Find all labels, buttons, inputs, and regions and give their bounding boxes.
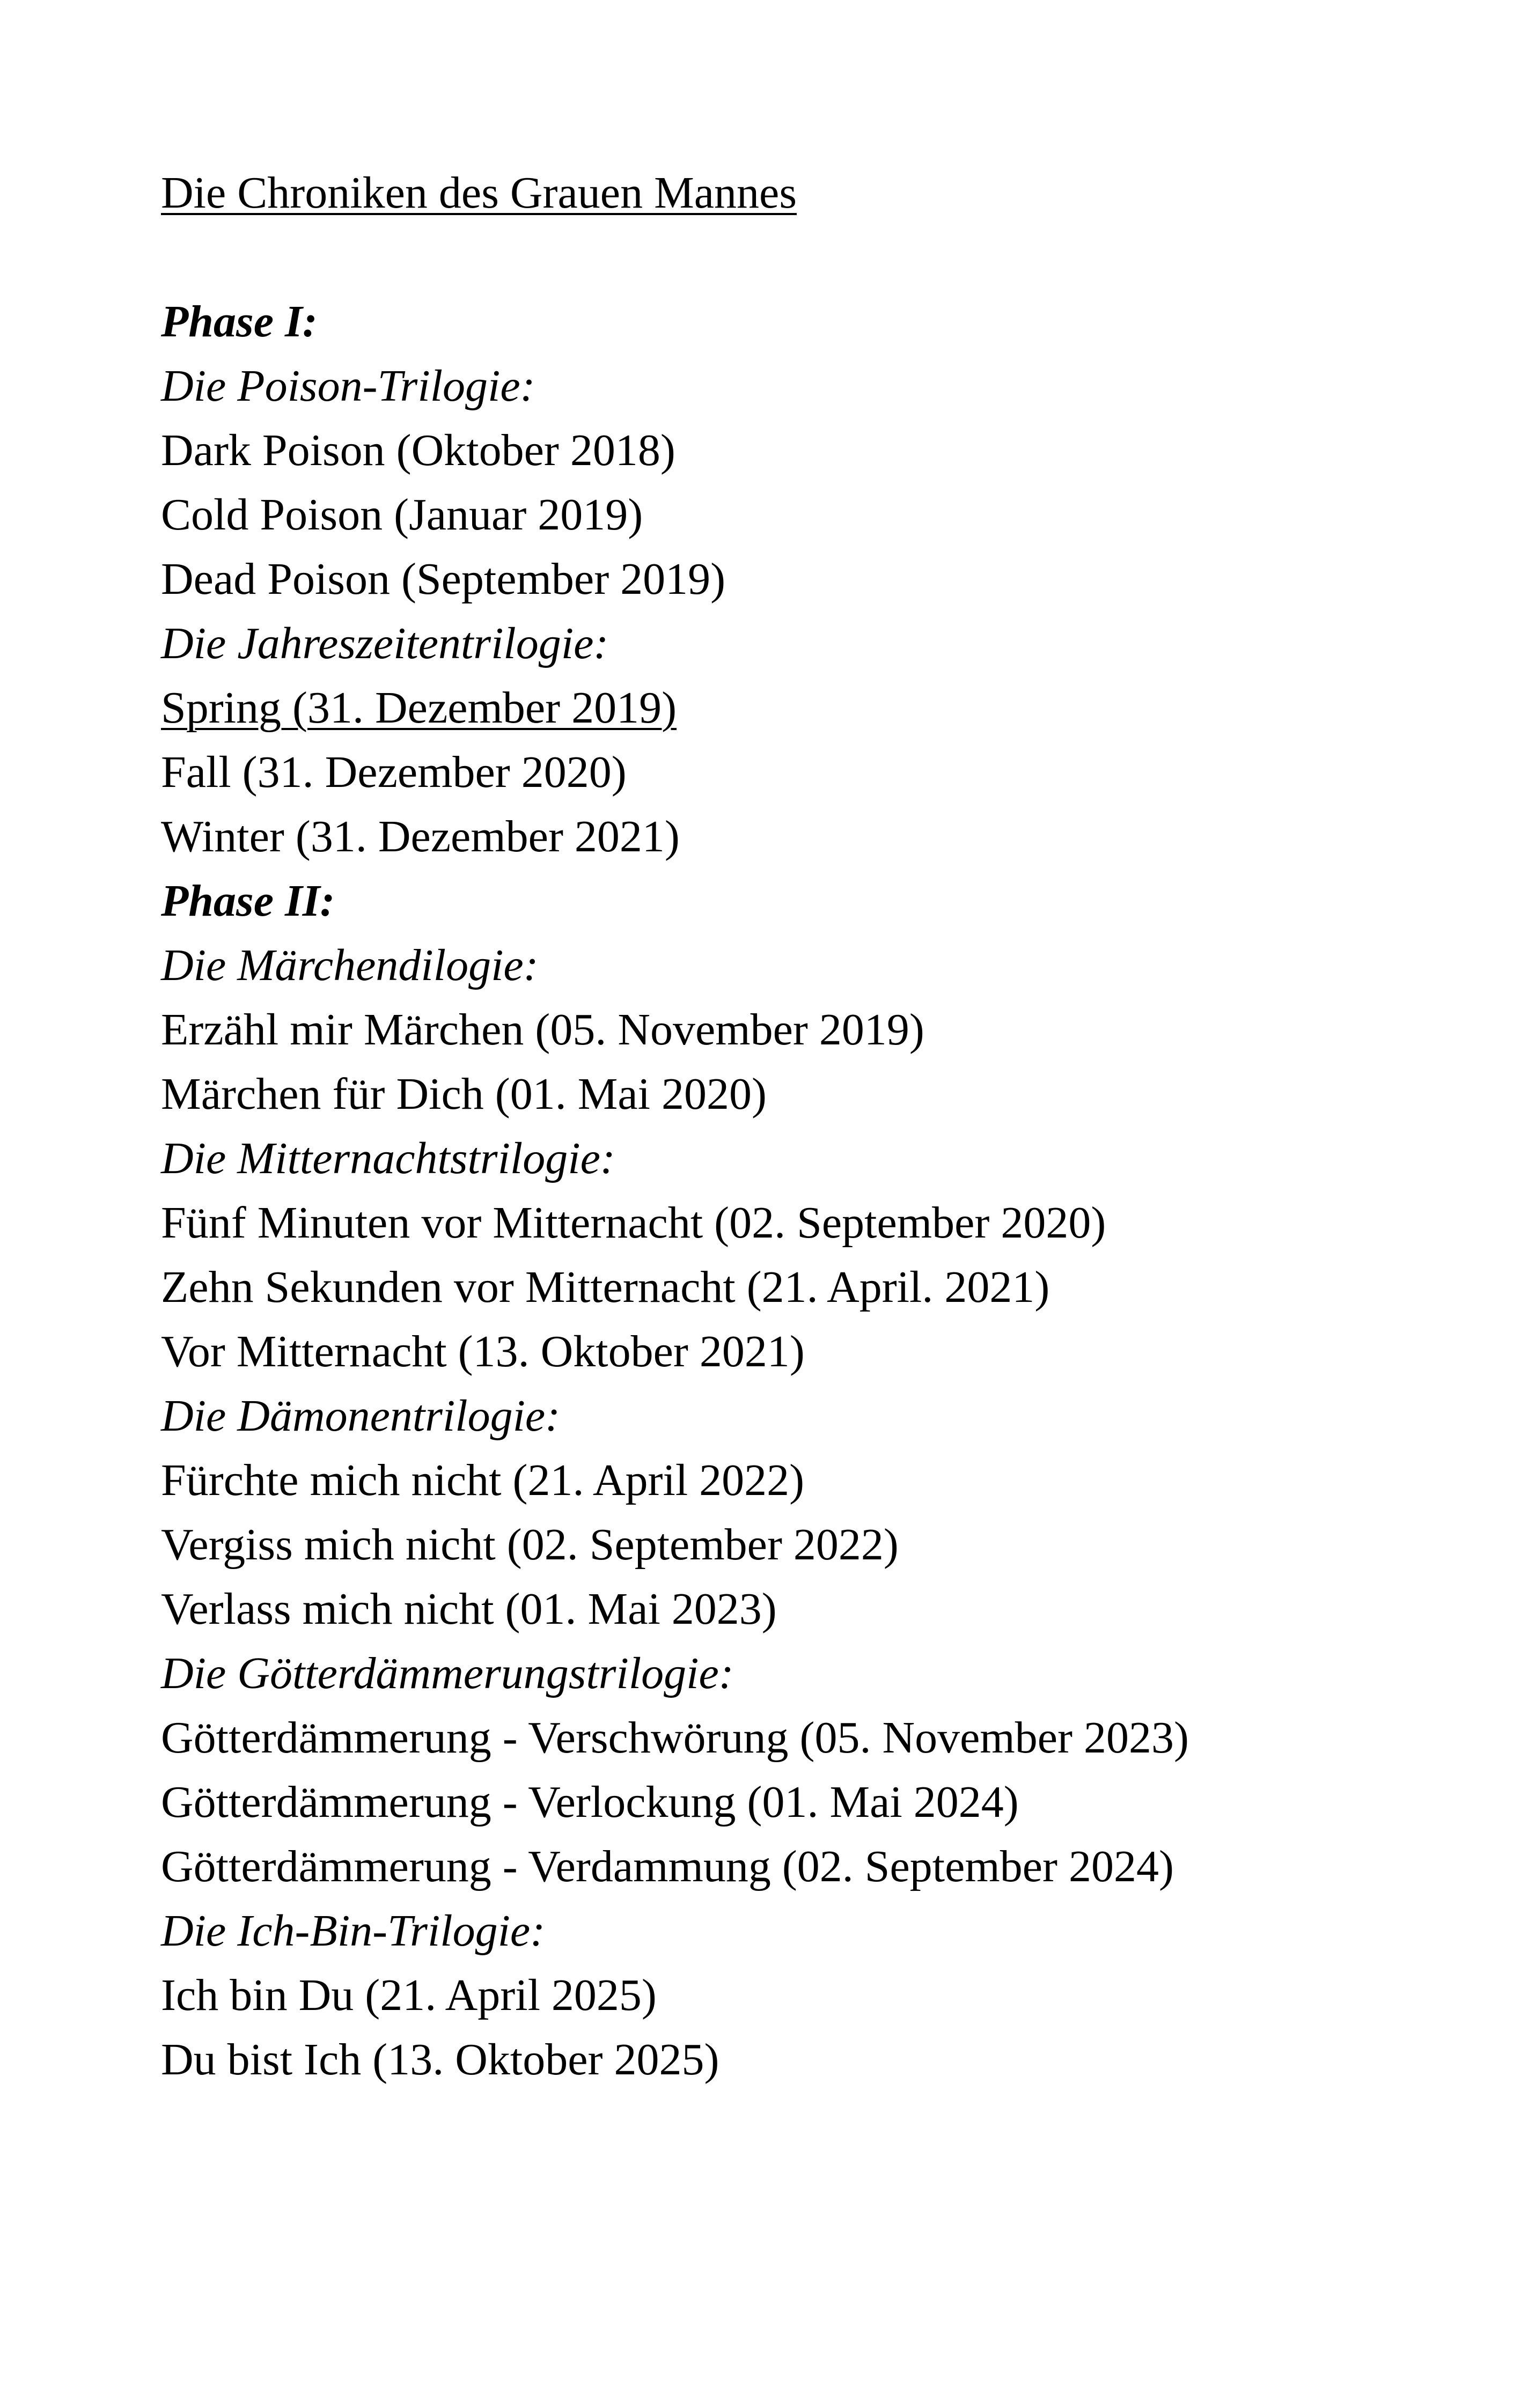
- series-heading: Die Dämonentrilogie:: [161, 1391, 561, 1441]
- book-entry: Cold Poison (Januar 2019): [161, 490, 643, 540]
- phase-heading: Phase II:: [161, 876, 335, 926]
- series-heading: Die Götterdämmerungstrilogie:: [161, 1648, 734, 1698]
- book-entry: Götterdämmerung - Verschwörung (05. November 2023): [161, 1713, 1189, 1763]
- document-title: Die Chroniken des Grauen Mannes: [161, 168, 797, 218]
- book-entry: Vor Mitternacht (13. Oktober 2021): [161, 1327, 805, 1376]
- phase-heading: Phase I:: [161, 297, 318, 347]
- series-heading: Die Poison-Trilogie:: [161, 361, 535, 411]
- book-entry: Götterdämmerung - Verlockung (01. Mai 2024): [161, 1777, 1019, 1827]
- title-spacer: [161, 225, 1449, 290]
- series-heading: Die Jahreszeitentrilogie:: [161, 618, 609, 668]
- book-entry: Vergiss mich nicht (02. September 2022): [161, 1520, 899, 1570]
- book-entry: Verlass mich nicht (01. Mai 2023): [161, 1584, 777, 1634]
- book-entry: Dead Poison (September 2019): [161, 554, 726, 604]
- book-entry: Ich bin Du (21. April 2025): [161, 1970, 657, 2020]
- book-entry: Fall (31. Dezember 2020): [161, 747, 627, 797]
- series-heading: Die Märchendilogie:: [161, 940, 539, 990]
- book-entry: Fünf Minuten vor Mitternacht (02. September 2020): [161, 1198, 1106, 1248]
- book-list: [161, 161, 1449, 2092]
- book-entry: Zehn Sekunden vor Mitternacht (21. April. 2021): [161, 1262, 1050, 1312]
- series-heading: Die Mitternachtstrilogie:: [161, 1133, 615, 1183]
- book-entry: Fürchte mich nicht (21. April 2022): [161, 1455, 805, 1505]
- book-entry: Märchen für Dich (01. Mai 2020): [161, 1069, 767, 1119]
- book-entry-underlined: [161, 676, 1449, 740]
- book-entry: Erzähl mir Märchen (05. November 2019): [161, 1005, 924, 1055]
- book-entry-text: Spring (31. Dezember 2019): [161, 683, 677, 733]
- book-entry: Götterdämmerung - Verdammung (02. September 2024): [161, 1842, 1174, 1891]
- book-entry: Winter (31. Dezember 2021): [161, 812, 680, 861]
- series-heading: Die Ich-Bin-Trilogie:: [161, 1906, 546, 1956]
- book-entry: Du bist Ich (13. Oktober 2025): [161, 2035, 719, 2085]
- book-entry: Dark Poison (Oktober 2018): [161, 425, 675, 475]
